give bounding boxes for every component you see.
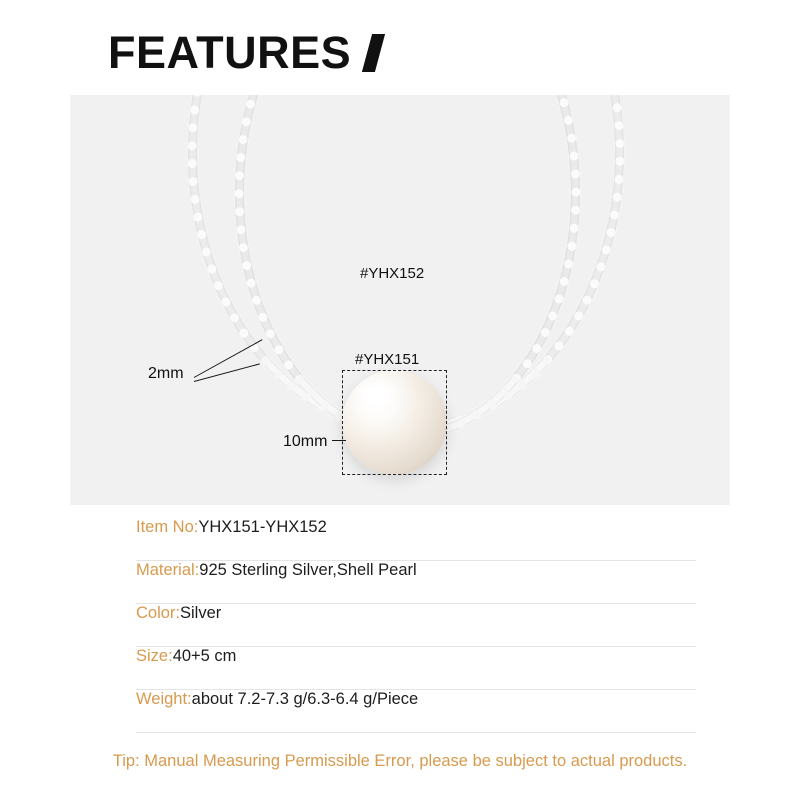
spec-row-item-no [136, 518, 696, 561]
pearl-size-label: 10mm [283, 433, 328, 450]
spec-row-color [136, 604, 696, 647]
slash-icon [362, 34, 385, 72]
chain-lower-label: #YHX151 [355, 351, 420, 368]
spec-label: Color: [136, 604, 181, 622]
spec-value: about 7.2-7.3 g/6.3-6.4 g/Piece [191, 690, 419, 708]
spec-value: 40+5 cm [172, 647, 237, 665]
spec-row-material [136, 561, 696, 604]
spec-label: Weight: [136, 690, 192, 708]
page-header [108, 27, 380, 78]
chain-upper-label: #YHX152 [360, 265, 425, 282]
product-photo [70, 95, 730, 505]
spec-label: Size: [136, 647, 173, 665]
spec-value: YHX151-YHX152 [198, 518, 327, 536]
spec-value: 925 Sterling Silver,Shell Pearl [199, 561, 417, 579]
measure-leader-line [194, 363, 260, 382]
spec-label: Material: [136, 561, 200, 579]
spec-label: Item No: [136, 518, 199, 536]
pearl-measure-box [342, 370, 447, 475]
spec-value: Silver [180, 604, 222, 622]
chain-width-label: 2mm [148, 365, 184, 382]
pearl-measure-leader [332, 440, 346, 441]
spec-row-size [136, 647, 696, 690]
tip-text: Tip: Manual Measuring Permissible Error, please be subject to actual products. [112, 752, 688, 770]
page-title: FEATURES [108, 27, 352, 78]
specification-list [136, 518, 696, 733]
spec-row-weight [136, 690, 696, 733]
